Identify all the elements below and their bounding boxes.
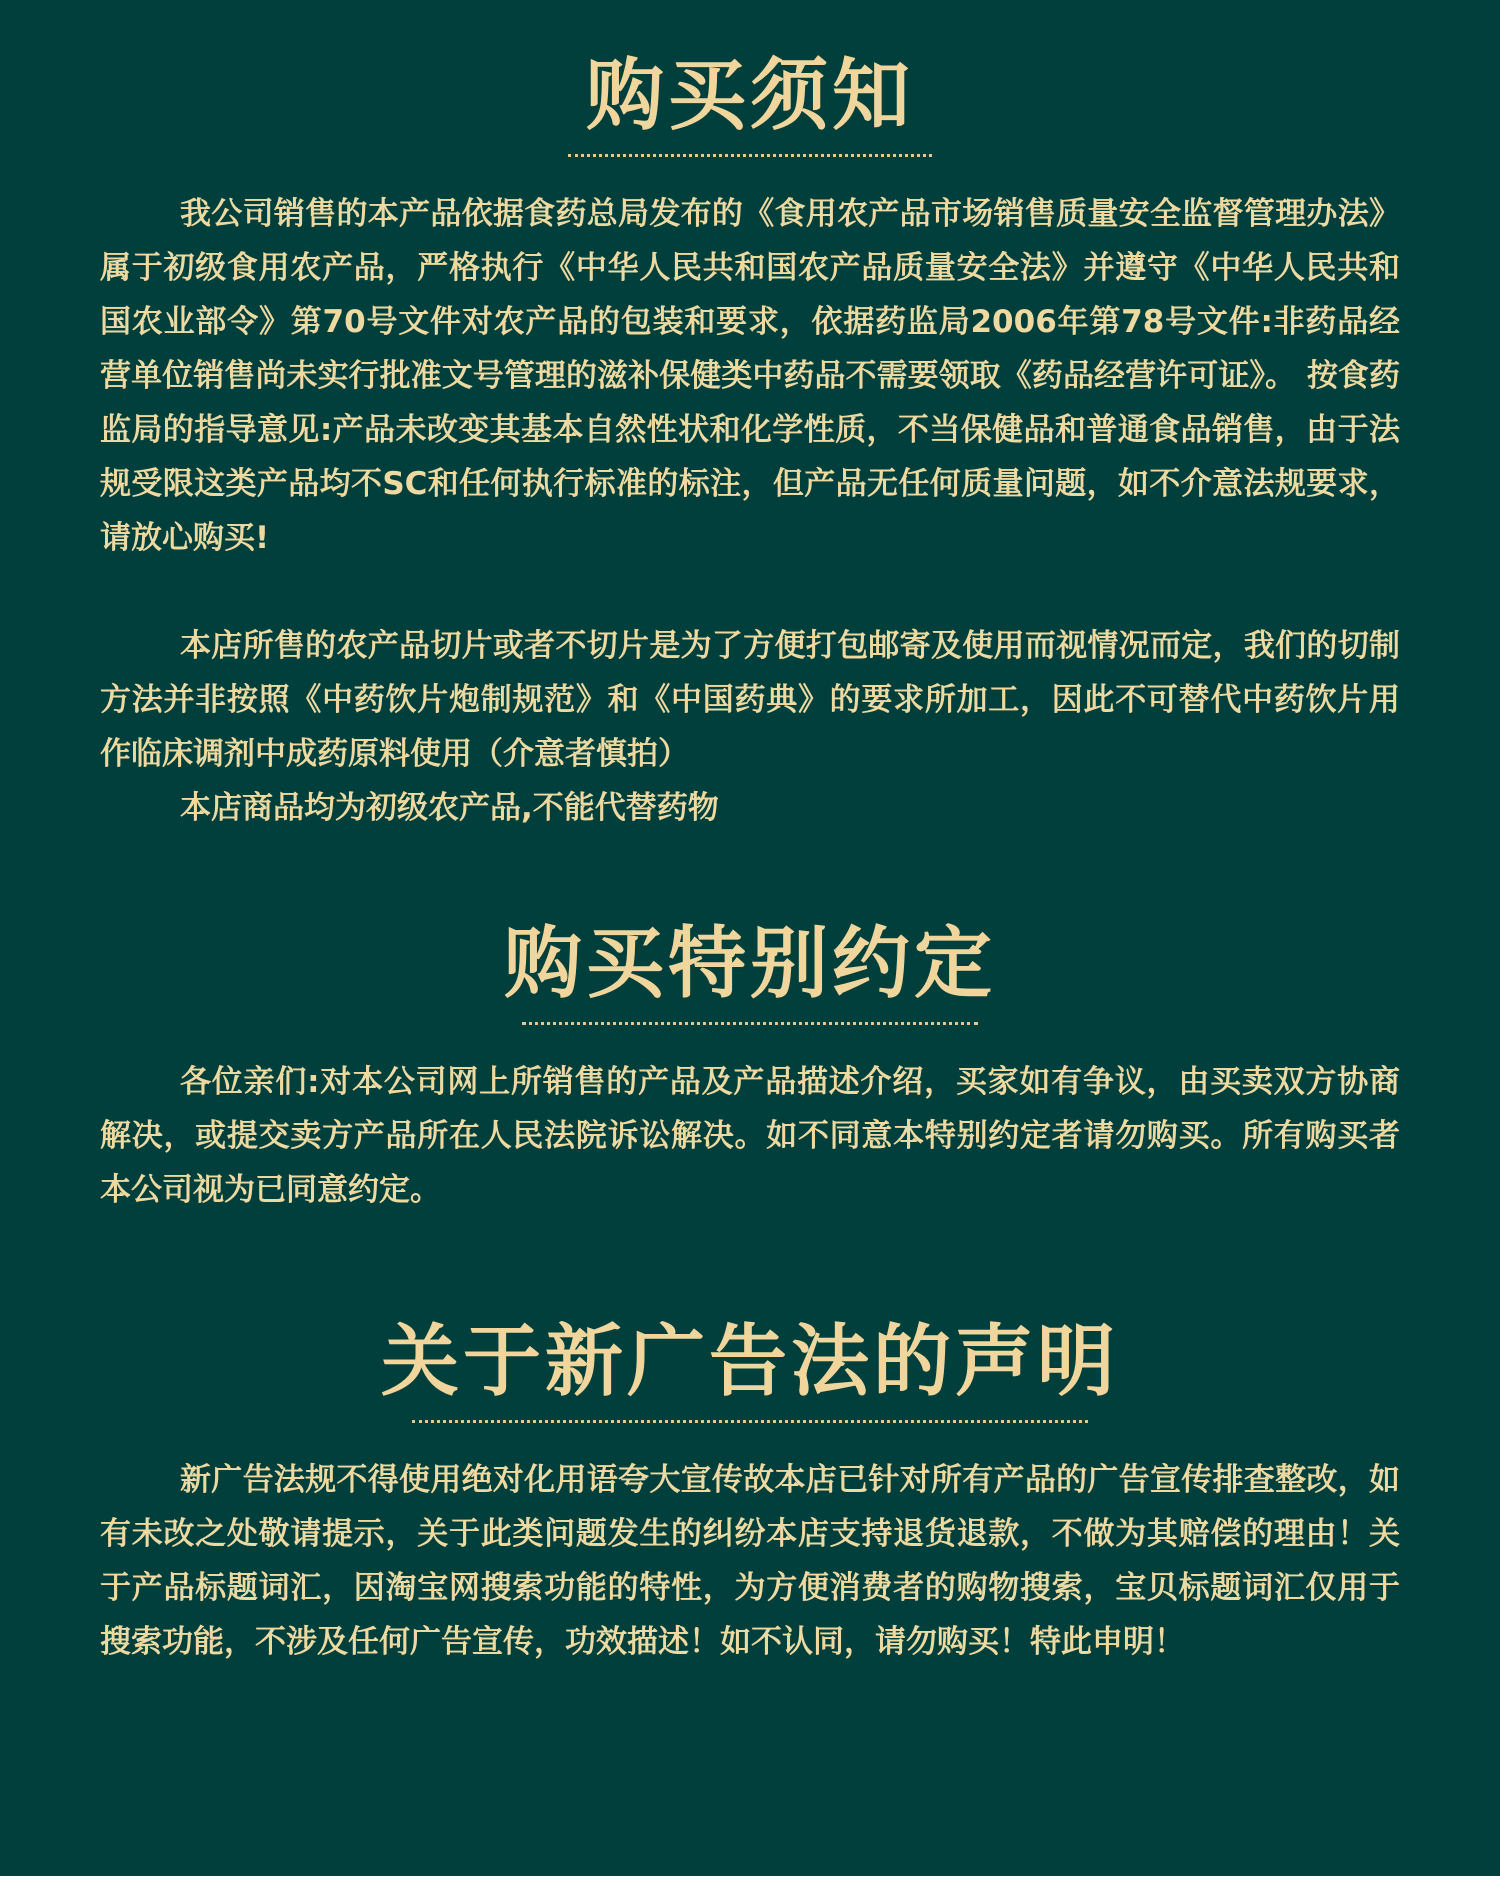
special-agreement-heading-wrap: [100, 920, 1400, 1025]
purchase-notice-heading: 购买须知: [585, 51, 914, 141]
purchase-notice-paragraph-3: 本店商品均为初级农产品,不能代替药物: [180, 789, 719, 826]
purchase-notice-paragraph-1: 我公司销售的本产品依据食药总局发布的《食用农产品市场销售质量安全监督管理办法》属于初级食用农产品，严格执行《中华人民共和国农产品质量安全法》并遵守《中华人民共和国农业部令》第70号文件对农产品的包装和要求，依据药监局2006年第78号文件:非药品经营单位销售尚未实行批准文号管理的滋补保健类中药品不需要领取《药品经营许可证》。 按食药监局的指导意见:产品未改变其基本自然性状和化学性质，不当保健品和普通食品销售，由于法规受限这类产品均不SC和任何执行标准的标注，但产品无任何质量问题，如不介意法规要求，请放心购买!: [100, 195, 1400, 556]
special-agreement-section: [100, 920, 1400, 1217]
purchase-notice-paragraph-2: 本店所售的农产品切片或者不切片是为了方便打包邮寄及使用而视情况而定，我们的切制方法并非按照《中药饮片炮制规范》和《中国药典》的要求所加工，因此不可替代中药饮片用作临床调剂中成药原料使用（介意者慎拍）: [100, 627, 1400, 772]
ad-law-statement-heading-wrap: [100, 1318, 1400, 1423]
special-agreement-paragraph: 各位亲们:对本公司网上所销售的产品及产品描述介绍，买家如有争议，由买卖双方协商解决，或提交卖方产品所在人民法院诉讼解决。如不同意本特别约定者请勿购买。所有购买者本公司视为已同意约定。: [100, 1063, 1400, 1208]
ad-law-statement-heading: 关于新广告法的声明: [380, 1317, 1119, 1407]
purchase-notice-section: [100, 52, 1400, 835]
ad-law-statement-section: [100, 1318, 1400, 1669]
purchase-notice-heading-wrap: [100, 52, 1400, 157]
special-agreement-heading: 购买特别约定: [503, 919, 996, 1009]
ad-law-statement-paragraph: 新广告法规不得使用绝对化用语夸大宣传故本店已针对所有产品的广告宣传排查整改，如有未改之处敬请提示，关于此类问题发生的纠纷本店支持退货退款，不做为其赔偿的理由！关于产品标题词汇，因淘宝网搜索功能的特性，为方便消费者的购物搜索，宝贝标题词汇仅用于搜索功能，不涉及任何广告宣传，功效描述！如不认同，请勿购买！特此申明！: [100, 1461, 1400, 1660]
